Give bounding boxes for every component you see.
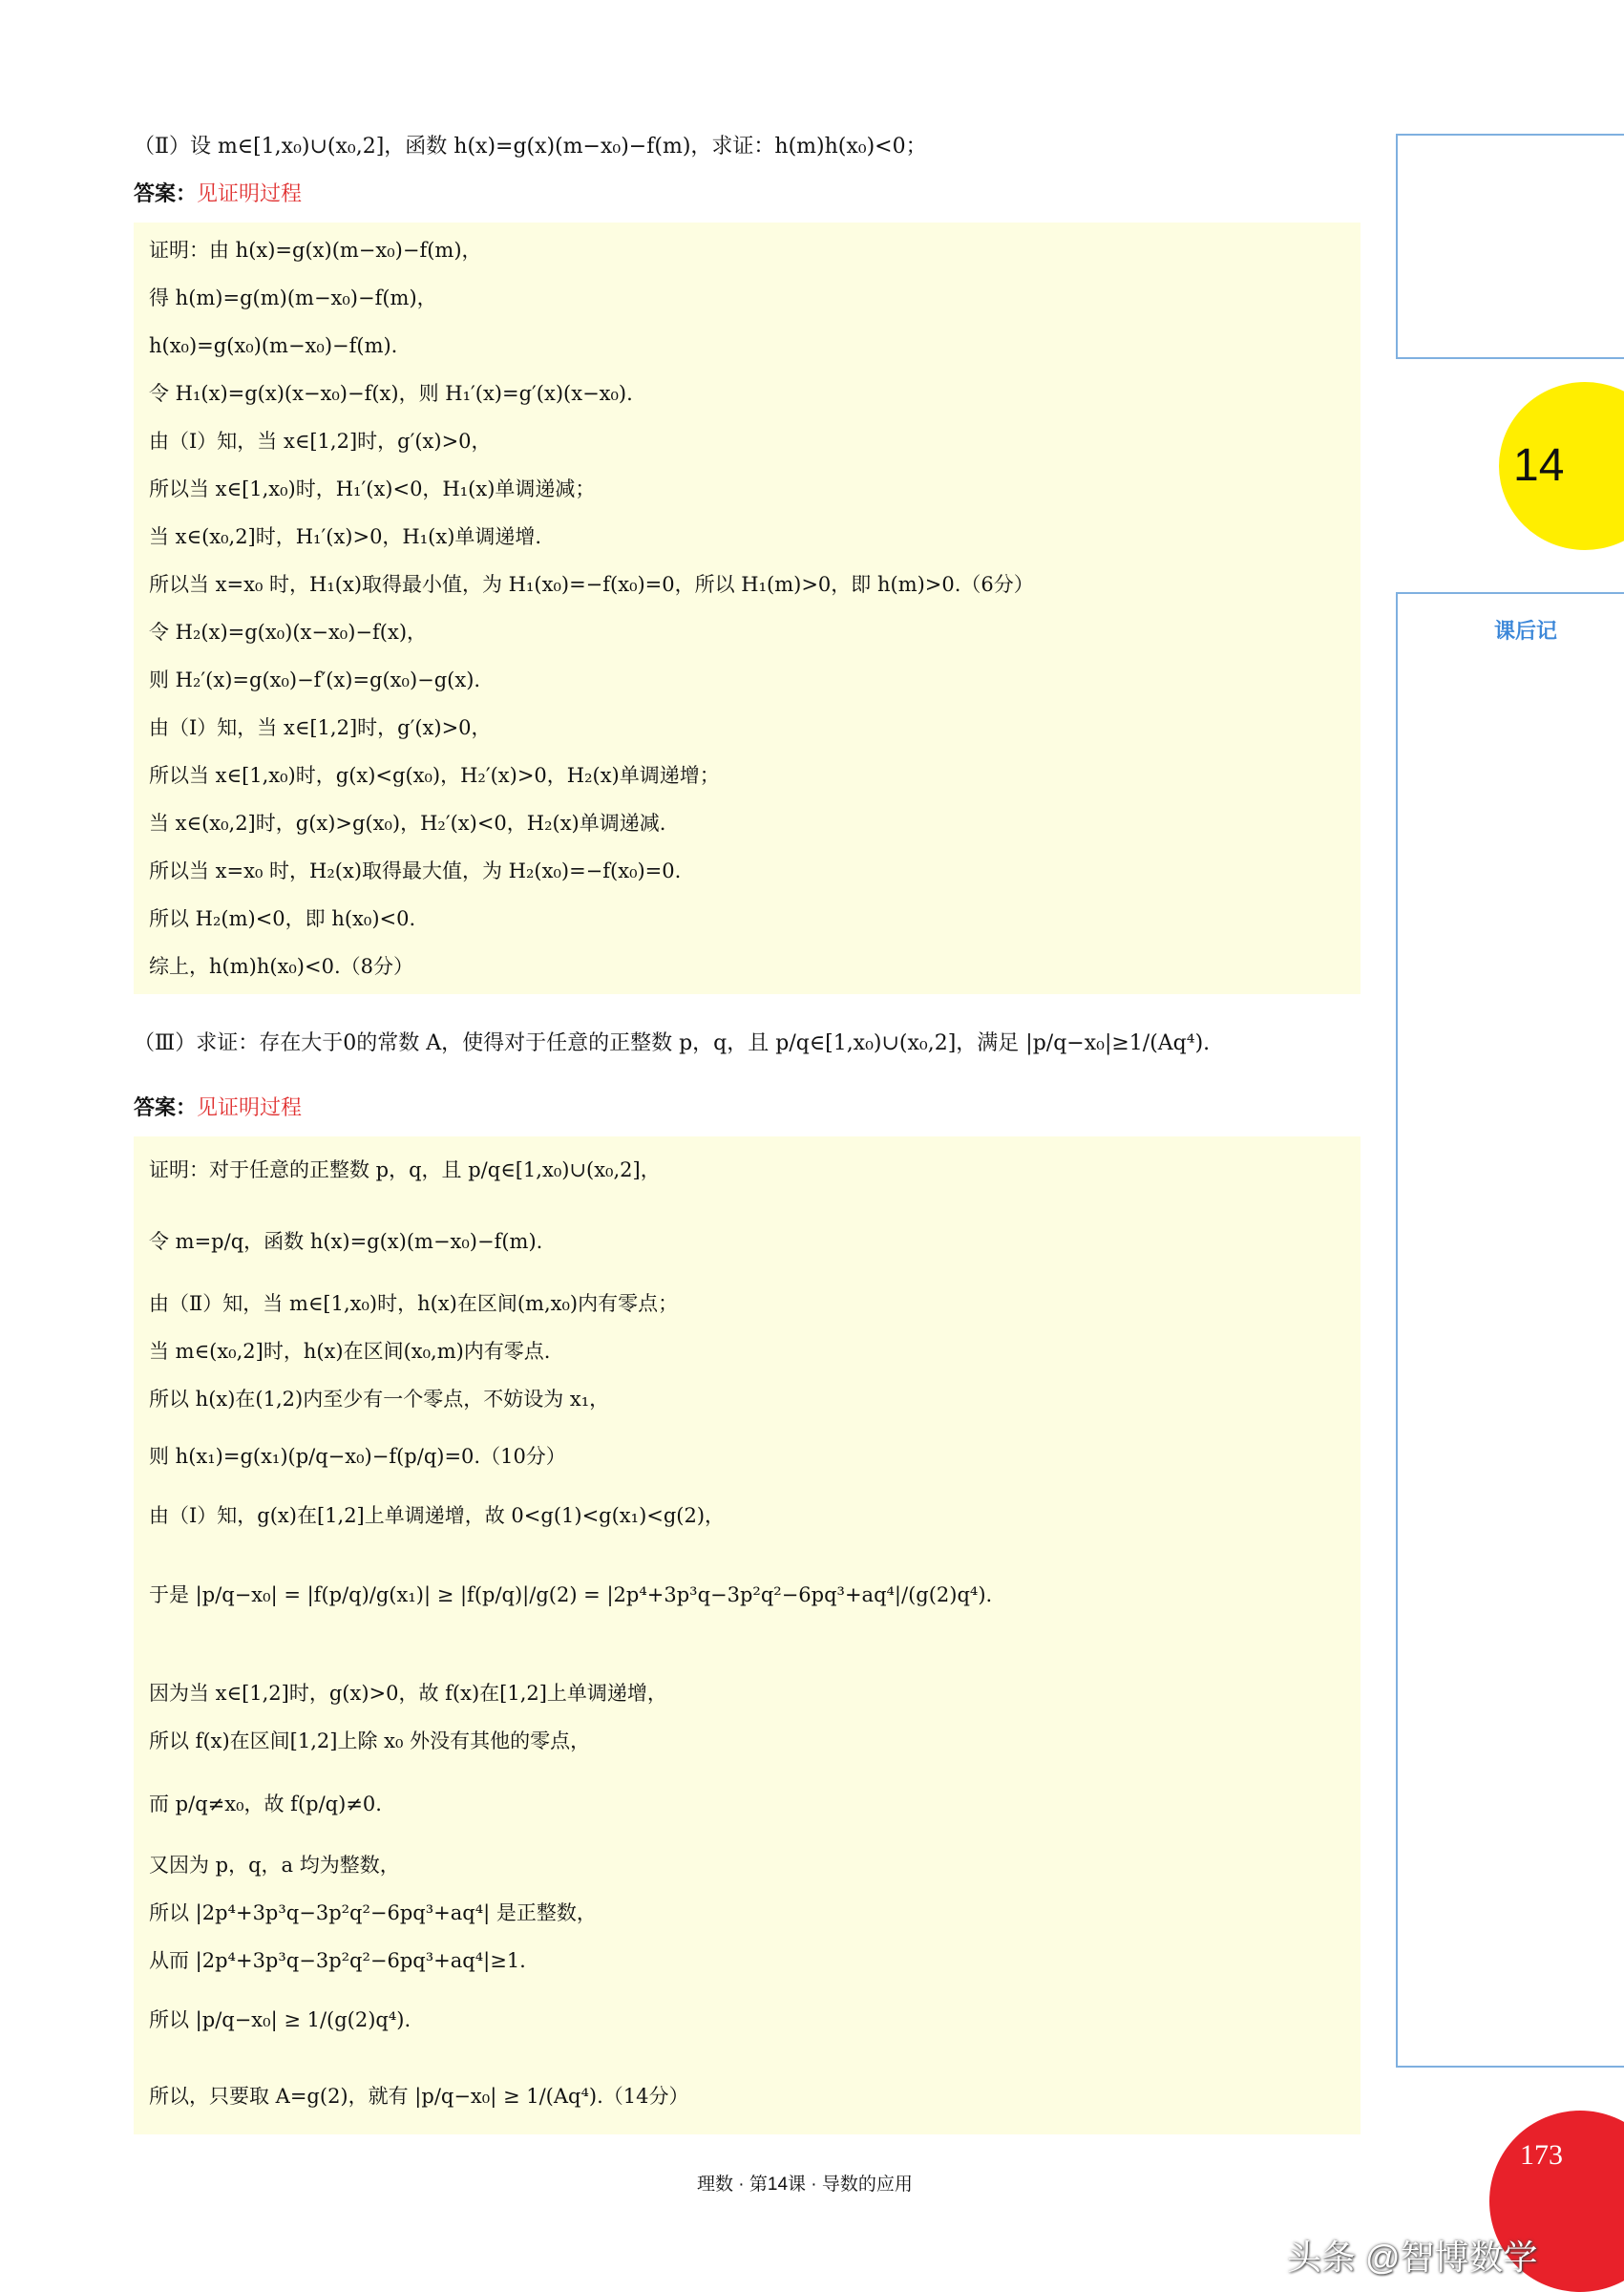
proof-line: 所以当 x∈[1,x₀)时，g(x)<g(x₀)，H₂′(x)>0，H₂(x)单调递增；: [149, 764, 720, 787]
proof-line: 综上，h(m)h(x₀)<0.（8分）: [149, 955, 413, 978]
proof-line: 又因为 p，q，a 均为整数，: [149, 1854, 400, 1877]
proof-line: 由（Ⅰ）知，g(x)在[1,2]上单调递增，故 0<g(1)<g(x₁)<g(2)，: [149, 1504, 726, 1527]
proof-line: 则 H₂′(x)=g(x₀)−f′(x)=g(x₀)−g(x).: [149, 668, 481, 691]
proof-line: 由（Ⅰ）知，当 x∈[1,2]时，g′(x)>0，: [149, 716, 492, 739]
proof-line: 而 p/q≠x₀，故 f(p/q)≠0.: [149, 1793, 382, 1815]
answer-part3: [134, 1092, 302, 1121]
proof-line: 所以 |p/q−x₀| ≥ 1/(g(2)q⁴).: [149, 2008, 411, 2031]
proof-line: 由（Ⅰ）知，当 x∈[1,2]时，g′(x)>0，: [149, 430, 492, 453]
answer-value: 见证明过程: [197, 182, 303, 206]
proof-line: 所以当 x=x₀ 时，H₁(x)取得最小值，为 H₁(x₀)=−f(x₀)=0，所以 H₁(m)>0，即 h(m)>0.（6分）: [149, 573, 1034, 596]
chapter-number: 14: [1513, 440, 1565, 491]
proof-line: 所以，只要取 A=g(2)，就有 |p/q−x₀| ≥ 1/(Aq⁴).（14分）: [149, 2085, 689, 2108]
notes-label: 课后记: [1494, 619, 1558, 643]
notes-box: [1396, 592, 1624, 2068]
answer-label: 答案：: [134, 1095, 198, 1120]
footer-text: 理数 · 第14课 · 导数的应用: [697, 2175, 913, 2195]
answer-part2: [134, 178, 302, 207]
proof-line: 则 h(x₁)=g(x₁)(p/q−x₀)−f(p/q)=0.（10分）: [149, 1445, 566, 1468]
proof-line: 令 m=p/q，函数 h(x)=g(x)(m−x₀)−f(m).: [149, 1230, 543, 1253]
question-part3: （Ⅲ）求证：存在大于0的常数 A，使得对于任意的正整数 p，q，且 p/q∈[1,x₀)∪(x₀,2]，满足 |p/q−x₀|≥1/(Aq⁴).: [134, 1031, 1211, 1055]
answer-label: 答案：: [134, 181, 198, 206]
watermark: 头条 @智博数学: [1287, 2238, 1538, 2277]
proof-line: 令 H₁(x)=g(x)(x−x₀)−f(x)，则 H₁′(x)=g′(x)(x−x₀).: [149, 382, 633, 405]
proof-line: 所以 H₂(m)<0，即 h(x₀)<0.: [149, 907, 416, 930]
proof-line: 当 x∈(x₀,2]时，g(x)>g(x₀)，H₂′(x)<0，H₂(x)单调递减.: [149, 812, 666, 835]
proof-line: h(x₀)=g(x₀)(m−x₀)−f(m).: [149, 334, 398, 357]
proof-line: 从而 |2p⁴+3p³q−3p²q²−6pq³+aq⁴|≥1.: [149, 1949, 526, 1972]
proof-line: 当 x∈(x₀,2]时，H₁′(x)>0，H₁(x)单调递增.: [149, 525, 542, 548]
proof-line: 证明：由 h(x)=g(x)(m−x₀)−f(m)，: [149, 239, 482, 262]
proof-line: 由（Ⅱ）知，当 m∈[1,x₀)时，h(x)在区间(m,x₀)内有零点；: [149, 1292, 679, 1315]
answer-value: 见证明过程: [197, 1096, 303, 1120]
proof-line: 因为当 x∈[1,2]时，g(x)>0，故 f(x)在[1,2]上单调递增，: [149, 1682, 667, 1705]
proof-line: 证明：对于任意的正整数 p，q，且 p/q∈[1,x₀)∪(x₀,2]，: [149, 1158, 661, 1181]
proof-box-part3: [134, 1136, 1360, 2134]
page-number: 173: [1520, 2139, 1563, 2171]
proof-line: 所以当 x∈[1,x₀)时，H₁′(x)<0，H₁(x)单调递减；: [149, 478, 596, 500]
proof-line: 所以当 x=x₀ 时，H₂(x)取得最大值，为 H₂(x₀)=−f(x₀)=0.: [149, 860, 682, 882]
question-part2: （Ⅱ）设 m∈[1,x₀)∪(x₀,2]，函数 h(x)=g(x)(m−x₀)−f(m)，求证：h(m)h(x₀)<0；: [134, 135, 927, 159]
proof-line: 所以 |2p⁴+3p³q−3p²q²−6pq³+aq⁴| 是正整数，: [149, 1901, 597, 1924]
proof-line: 得 h(m)=g(m)(m−x₀)−f(m)，: [149, 286, 437, 309]
proof-line: 当 m∈(x₀,2]时，h(x)在区间(x₀,m)内有零点.: [149, 1340, 551, 1363]
proof-box-part2: [134, 223, 1360, 994]
proof-line: 所以 h(x)在(1,2)内至少有一个零点，不妨设为 x₁，: [149, 1388, 610, 1411]
proof-line: 于是 |p/q−x₀| = |f(p/q)/g(x₁)| ≥ |f(p/q)|/g(2) = |2p⁴+3p³q−3p²q²−6pq³+aq⁴|/(g(2)q⁴).: [149, 1583, 993, 1606]
proof-line: 令 H₂(x)=g(x₀)(x−x₀)−f(x)，: [149, 621, 428, 644]
sidebar-box: [1396, 134, 1624, 359]
proof-line: 所以 f(x)在区间[1,2]上除 x₀ 外没有其他的零点，: [149, 1730, 591, 1752]
